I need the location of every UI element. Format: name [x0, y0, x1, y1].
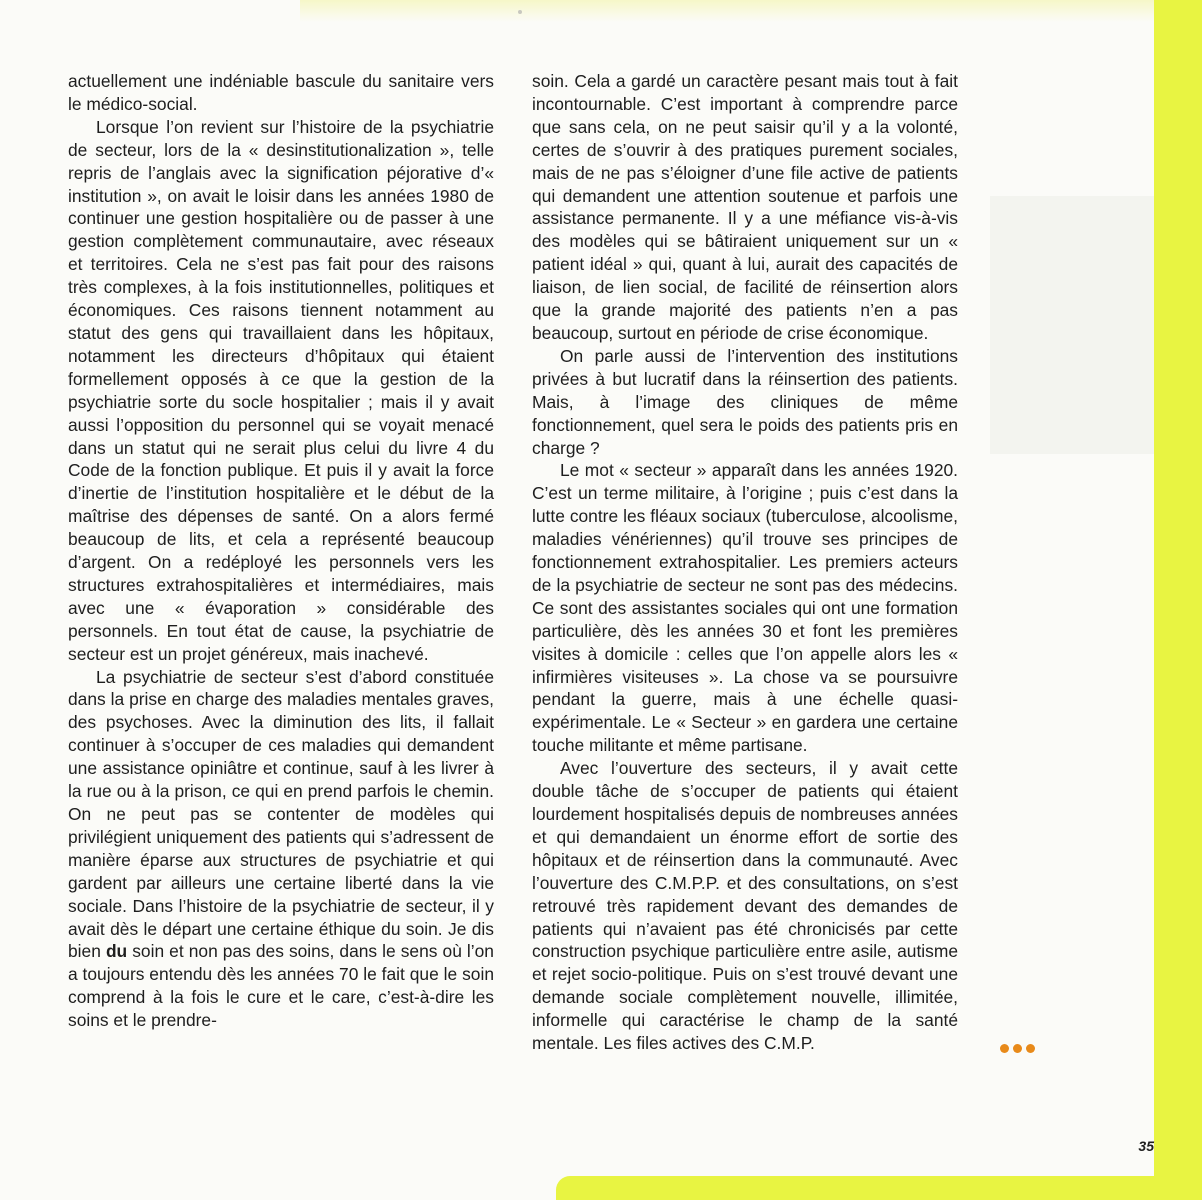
- paper-speck: [518, 10, 522, 14]
- yellow-bottom-tab: [556, 1176, 1202, 1200]
- paragraph: Lorsque l’on revient sur l’histoire de la psychiatrie de secteur, lors de la « desinstitutionalization », telle repris de l’anglais avec la signification péjorative d’« institution », on avait le loisir dans les années 1980 de continuer une gestion hospitalière ou de passer à une gestion complètement communautaire, avec réseaux et territoires. Cela ne s’est pas fait pour des raisons très complexes, à la fois institutionnelles, politiques et économiques. Ces raisons tiennent notamment au statut des gens qui travaillaient dans les hôpitaux, notamment les directeurs d’hôpitaux qui étaient formellement opposés à ce que la gestion de la psychiatrie sorte du socle hospitalier ; mais il y avait aussi l’opposition du personnel qui se voyait menacé dans un statut qui ne serait plus celui du livre 4 du Code de la fonction publique. Et puis il y avait la force d’inertie de l’institution hospitalière et le début de la maîtrise des dépenses de santé. On a alors fermé beaucoup de lits, et cela a représenté beaucoup d’argent. On a redéployé les personnels vers les structures extrahospitalières et intermédiaires, mais avec une « évaporation » considérable des personnels. En tout état de cause, la psychiatrie de secteur est un projet généreux, mais inachevé.: [68, 116, 494, 664]
- paragraph: Le mot « secteur » apparaît dans les années 1920. C’est un terme militaire, à l’origine ; puis c’est dans la lutte contre les fléaux sociaux (tuberculose, alcoolisme, maladies vénériennes) qu’il trouve ses principes de fonctionnement extrahospitalier. Les premiers acteurs de la psychiatrie de secteur ne sont pas des médecins. Ce sont des assistantes sociales qui ont une formation particulière, dès les années 30 et font les premières visites à domicile : celles que l’on appelle alors les « infirmières visiteuses ». La chose va se poursuivre pendant la guerre, mais à une échelle quasi-expérimentale. Le « Secteur » en gardera une certaine touche militante et même partisane.: [532, 460, 958, 756]
- paragraph: On parle aussi de l’intervention des institutions privées à but lucratif dans la réinsertion des patients. Mais, à l’image des cliniques de même fonctionnement, quel sera le poids des patients pris en charge ?: [532, 345, 958, 458]
- right-text-column: [532, 70, 958, 1055]
- left-text-column: [68, 70, 494, 1032]
- paragraph-text: La psychiatrie de secteur s’est d’abord constituée dans la prise en charge des maladies mentales graves, des psychoses. Avec la diminution des lits, il fallait continuer à s’occuper de ces maladies qui demandent une assistance opiniâtre et continue, sauf à les livrer à la rue ou à la prison, ce qui en prend parfois le chemin. On ne peut pas se contenter de modèles qui privilégient uniquement des patients qui s’adressent de manière éparse aux structures de psychiatrie et qui gardent par ailleurs une certaine liberté dans la vie sociale. Dans l’histoire de la psychiatrie de secteur, il y avait dès le départ une certaine éthique du soin. Je dis bien: [68, 666, 494, 962]
- paragraph: soin. Cela a gardé un caractère pesant mais tout à fait incontournable. C’est important à comprendre parce que sans cela, on ne peut saisir qu’il y a la volonté, certes de s’ouvrir à des pratiques purement sociales, mais de ne pas s’éloigner d’une file active de patients qui demandent une attention soutenue et parfois une assistance permanente. Il y a une méfiance vis-à-vis des modèles qui se bâtiraient uniquement sur un « patient idéal » qui, quant à lui, aurait des capacités de liaison, de lien social, de facilité de réinsertion alors que la grande majorité des patients n’en a pas beaucoup, surtout en période de crise économique.: [532, 71, 958, 343]
- emphasis-du: du: [105, 941, 128, 962]
- page-number: 35: [1138, 1138, 1154, 1154]
- continuation-dots-icon: [1000, 1044, 1035, 1053]
- show-through-box: [990, 196, 1154, 454]
- yellow-margin-band: [1154, 0, 1202, 1200]
- paragraph: actuellement une indéniable bascule du sanitaire vers le médico-social.: [68, 71, 494, 114]
- dot-icon: [1013, 1044, 1022, 1053]
- paragraph-with-emphasis: [68, 666, 494, 1033]
- top-color-bleed: [300, 0, 1160, 22]
- paragraph: Avec l’ouverture des secteurs, il y avait cette double tâche de s’occuper de patients qui étaient lourdement hospitalisés depuis de nombreuses années et qui demandaient un énorme effort de sortie des hôpitaux et de réinsertion dans la communauté. Avec l’ouverture des C.M.P.P. et des consultations, on s’est retrouvé très rapidement devant des demandes de patients qui n’avaient pas été chronicisés par cette construction psychique particulière entre asile, autisme et rejet socio-politique. Puis on s’est trouvé devant une demande sociale complètement nouvelle, illimitée, informelle qui caractérise le champ de la santé mentale. Les files actives des C.M.P.: [532, 758, 958, 1054]
- paragraph-text: soin et non pas des soins, dans le sens où l’on a toujours entendu dès les années 70 le fait que le soin comprend à la fois le cure et le care, c’est-à-dire les soins et le prendre-: [68, 941, 494, 1031]
- dot-icon: [1000, 1044, 1009, 1053]
- dot-icon: [1026, 1044, 1035, 1053]
